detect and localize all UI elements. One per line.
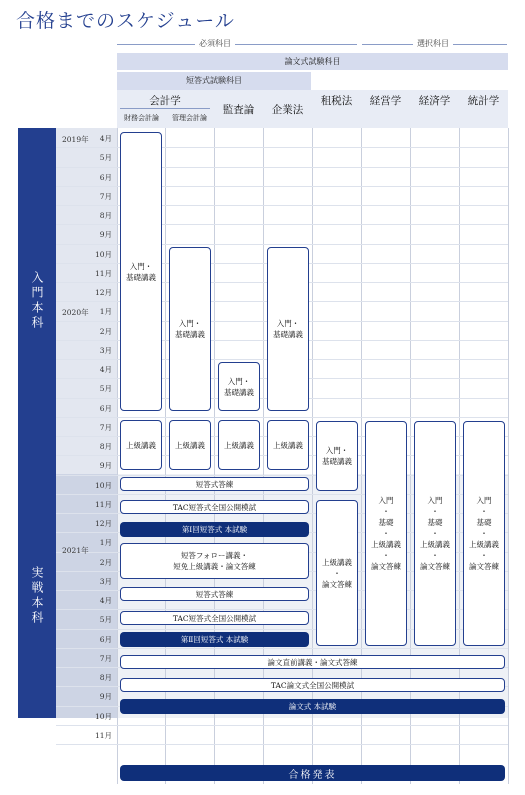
audit-header: 監査論 — [222, 104, 255, 116]
economics-course-box: 入門 ・ 基礎 ・ 上級講義 ・ 論文答練 — [414, 421, 456, 646]
month-label: 3月 — [99, 576, 112, 586]
month-label: 7月 — [99, 653, 112, 663]
month-label: 10月 — [94, 249, 112, 259]
required-group-label: 必須科目 — [195, 38, 235, 50]
grid-row-line — [56, 417, 508, 418]
month-label: 9月 — [99, 461, 112, 471]
month-label: 11月 — [94, 268, 112, 278]
month-label: 12月 — [94, 519, 112, 528]
grid-row-line — [56, 725, 508, 726]
month-label: 6月 — [99, 403, 112, 413]
month-label: 5月 — [99, 153, 112, 163]
month-label: 6月 — [99, 634, 112, 644]
month-label: 1月 — [99, 538, 112, 548]
tac-short-mock-bar-1: TAC短答式全国公開模試 — [120, 500, 309, 514]
financial-intro-box: 入門・ 基礎講義 — [120, 132, 162, 411]
audit-advanced-box: 上級講義 — [218, 420, 260, 470]
management-header: 管理会計論 — [172, 114, 207, 122]
economics-header: 経済学 — [418, 95, 451, 107]
accounting-divider — [120, 108, 210, 109]
grid-row-line — [56, 648, 508, 649]
short-exam-2-bar: 第Ⅱ回短答式 本試験 — [120, 632, 309, 647]
management-intro-box: 入門・ 基礎講義 — [169, 247, 211, 411]
month-label: 2月 — [99, 557, 112, 567]
follow-up-lecture-bar: 短答フォロー講義・ 短免上級講義・論文答練 — [120, 543, 309, 579]
financial-advanced-box: 上級講義 — [120, 420, 162, 470]
corporate-intro-box: 入門・ 基礎講義 — [267, 247, 309, 411]
month-label: 8月 — [99, 673, 112, 682]
month-label: 10月 — [94, 480, 112, 490]
month-label: 11月 — [94, 499, 112, 509]
pass-announcement-bar: 合格発表 — [120, 765, 505, 781]
month-label: 2月 — [99, 326, 112, 336]
month-label: 5月 — [99, 615, 112, 625]
tax-intro-box: 入門・ 基礎講義 — [316, 421, 358, 491]
month-label: 6月 — [99, 172, 112, 182]
side-practical-course: 実戦本科 — [18, 474, 56, 718]
accounting-header: 会計学 — [149, 95, 181, 107]
short-drill-bar-2: 短答式答練 — [120, 587, 309, 601]
year-2021: 2021年 — [62, 546, 89, 555]
required-group-line — [117, 44, 357, 45]
statistics-course-box: 入門 ・ 基礎 ・ 上級講義 ・ 論文答練 — [463, 421, 505, 646]
side-basic-course: 入門本科 — [18, 128, 56, 474]
management-advanced-box: 上級講義 — [169, 420, 211, 470]
month-label: 4月 — [99, 365, 112, 374]
month-label: 8月 — [99, 211, 112, 220]
month-label: 11月 — [94, 730, 112, 740]
statistics-header: 統計学 — [467, 95, 500, 107]
business-header: 経営学 — [369, 95, 402, 107]
audit-intro-box: 入門・ 基礎講義 — [218, 362, 260, 411]
business-course-box: 入門 ・ 基礎 ・ 上級講義 ・ 論文答練 — [365, 421, 407, 646]
month-label: 8月 — [99, 442, 112, 451]
tac-essay-mock-bar: TAC論文式全国公開模試 — [120, 678, 505, 692]
tax-advanced-box: 上級講義 ・ 論文答練 — [316, 500, 358, 646]
month-label: 7月 — [99, 191, 112, 201]
month-label: 4月 — [99, 596, 112, 605]
financial-header: 財務会計論 — [124, 114, 159, 122]
short-exam-1-bar: 第Ⅰ回短答式 本試験 — [120, 522, 309, 537]
tax-header: 租税法 — [320, 95, 353, 107]
short-drill-bar-1: 短答式答練 — [120, 477, 309, 491]
month-label: 9月 — [99, 230, 112, 240]
month-label: 5月 — [99, 384, 112, 394]
short-header: 短答式試験科目 — [117, 72, 311, 90]
month-label: 1月 — [99, 307, 112, 317]
grid-column-line — [508, 128, 509, 784]
corporate-header: 企業法 — [271, 104, 304, 116]
month-label: 10月 — [94, 711, 112, 721]
month-label: 9月 — [99, 692, 112, 702]
essay-final-lecture-bar: 論文直前講義・論文式答練 — [120, 655, 505, 669]
grid-row-line — [56, 744, 508, 745]
elective-group-label: 選択科目 — [413, 38, 453, 50]
tac-short-mock-bar-2: TAC短答式全国公開模試 — [120, 611, 309, 625]
year-2020: 2020年 — [62, 308, 89, 317]
month-label: 7月 — [99, 422, 112, 432]
month-label: 12月 — [94, 288, 112, 297]
essay-exam-bar: 論文式 本試験 — [120, 699, 505, 714]
month-label: 4月 — [99, 134, 112, 143]
corporate-advanced-box: 上級講義 — [267, 420, 309, 470]
page-title: 合格までのスケジュール — [16, 10, 235, 32]
essay-header: 論文式試験科目 — [117, 53, 508, 70]
month-label: 3月 — [99, 345, 112, 355]
year-2019: 2019年 — [62, 135, 89, 144]
